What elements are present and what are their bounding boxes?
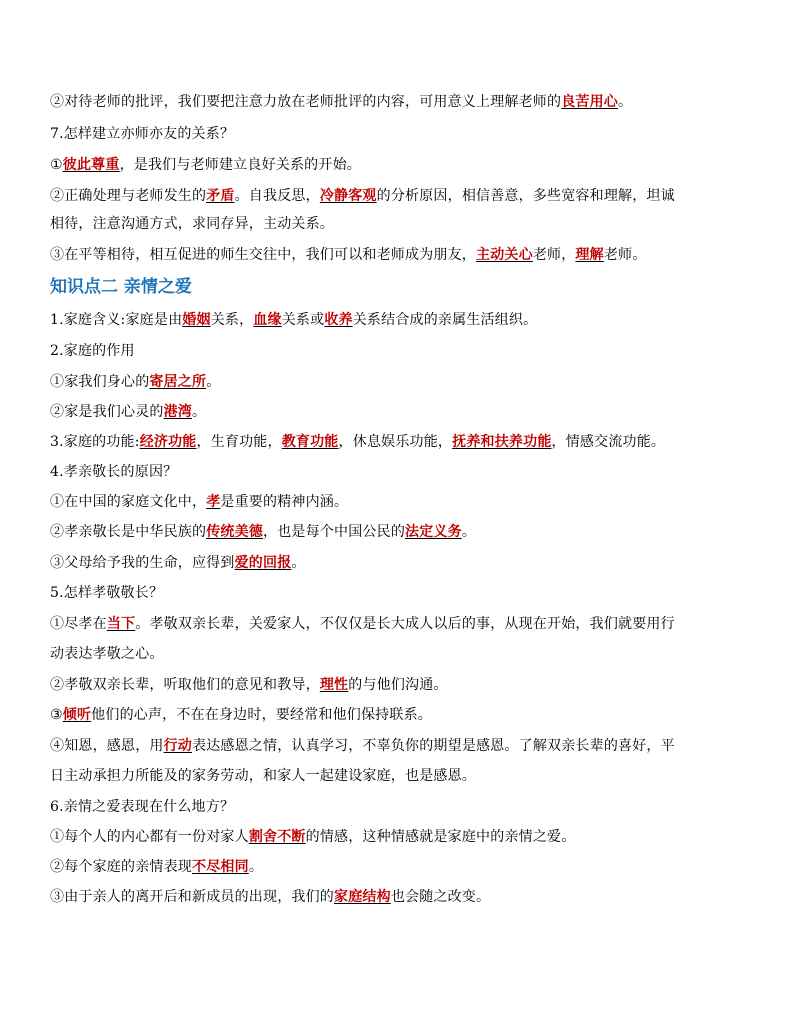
question-heading — [50, 583, 750, 603]
keyword-highlight: 寄居之所 — [149, 374, 207, 390]
text-line — [50, 186, 750, 206]
text-span: 5.怎样孝敬敬长？ — [50, 585, 164, 601]
text-line — [50, 372, 750, 392]
text-span: ①尽孝在 — [50, 616, 107, 632]
text-span: 7.怎样建立亦师亦友的关系？ — [50, 126, 235, 142]
text-span: 动表达孝敬之心。 — [50, 646, 164, 662]
text-line — [50, 614, 750, 634]
text-span: ①在中国的家庭文化中， — [50, 494, 207, 510]
text-span: 老师， — [532, 247, 576, 263]
text-span: ①每个人的内心都有一份对家人 — [50, 829, 249, 845]
text-line — [50, 92, 750, 112]
text-span: 相待，注意沟通方式，求同存异，主动关系。 — [50, 216, 334, 232]
keyword-highlight: 主动关心 — [476, 247, 533, 263]
text-span: ③由于亲人的离开后和新成员的出现，我们的 — [50, 889, 334, 905]
keyword-highlight: 经济功能 — [139, 434, 197, 450]
keyword-highlight: 倾听 — [62, 707, 92, 723]
text-span: 的分析原因，相信善意，多些宽容和理解，坦诚 — [376, 188, 675, 204]
keyword-highlight: 婚姻 — [182, 312, 211, 328]
keyword-highlight: 理解 — [575, 247, 604, 263]
text-line — [50, 736, 750, 756]
text-span: 日主动承担力所能及的家务劳动，和家人一起建设家庭，也是感恩。 — [50, 768, 476, 784]
text-line — [50, 522, 750, 542]
keyword-highlight: 不尽相同 — [192, 859, 249, 875]
text-span: ②孝敬双亲长辈，听取他们的意见和教导， — [50, 677, 320, 693]
text-span: ，情感交流功能。 — [551, 434, 666, 450]
text-span: 关系或 — [281, 312, 325, 328]
text-line — [50, 827, 750, 847]
text-span: 6.亲情之爱表现在什么地方？ — [50, 799, 235, 815]
text-span: ，也是每个中国公民的 — [263, 524, 406, 540]
text-line — [50, 245, 750, 265]
text-span: 。孝敬双亲长辈，关爱家人，不仅仅是长大成人以后的事，从现在开始，我们就要用行 — [135, 616, 675, 632]
text-span: ②孝亲敬长是中华民族的 — [50, 524, 207, 540]
text-line — [50, 705, 750, 725]
text-span: 关系结合成的亲属生活组织。 — [352, 312, 538, 328]
text-span: 3.家庭的功能: — [50, 434, 140, 450]
keyword-highlight: 传统美德 — [206, 524, 264, 540]
text-line — [50, 553, 750, 573]
keyword-highlight: 彼此尊重 — [62, 157, 120, 173]
text-span: ④知恩，感恩，用 — [50, 738, 164, 754]
keyword-highlight: 教育功能 — [281, 434, 339, 450]
text-span: ②对待老师的批评，我们要把注意力放在老师批评的内容，可用意义上理解老师的 — [50, 94, 562, 110]
text-span: ③ — [50, 707, 63, 723]
text-span: ，生育功能， — [196, 434, 282, 450]
text-span: ③在平等相待，相互促进的师生交往中，我们可以和老师成为朋友， — [50, 247, 476, 263]
text-span: ②正确处理与老师发生的 — [50, 188, 207, 204]
text-span: ①家我们身心的 — [50, 374, 150, 390]
text-span: 。 — [461, 524, 477, 540]
text-span: 1.家庭含义:家庭是由 — [50, 312, 183, 328]
text-span: 2.家庭的作用 — [50, 343, 135, 359]
text-span: 。自我反思， — [234, 188, 320, 204]
text-line — [50, 644, 750, 664]
text-span: 是重要的精神内涵。 — [220, 494, 349, 510]
text-line — [50, 214, 750, 234]
text-span: ②每个家庭的亲情表现 — [50, 859, 192, 875]
keyword-highlight: 当下 — [106, 616, 136, 632]
text-span: 。 — [206, 374, 221, 390]
keyword-highlight: 港湾 — [163, 404, 193, 420]
keyword-highlight: 收养 — [324, 312, 353, 328]
keyword-highlight: 孝 — [206, 494, 221, 510]
section-heading: 知识点二 亲情之爱 — [50, 277, 192, 297]
text-line — [50, 155, 750, 175]
text-span: 的情感，这种情感就是家庭中的亲情之爱。 — [305, 829, 576, 845]
text-span: ②家是我们心灵的 — [50, 404, 164, 420]
text-span: 关系， — [210, 312, 254, 328]
text-span: 。 — [291, 555, 306, 571]
text-span: 4.孝亲敬长的原因？ — [50, 464, 178, 480]
text-span: 。 — [192, 404, 207, 420]
keyword-highlight: 理性 — [319, 677, 349, 693]
text-span: 。 — [618, 94, 633, 110]
keyword-highlight: 冷静客观 — [319, 188, 377, 204]
text-span: 老师。 — [603, 247, 647, 263]
text-span: 。 — [248, 859, 264, 875]
text-line — [50, 887, 750, 907]
text-line — [50, 857, 750, 877]
text-span: 也会随之改变。 — [390, 889, 491, 905]
text-span: ，是我们与老师建立良好关系的开始。 — [119, 157, 361, 173]
question-heading — [50, 124, 750, 144]
keyword-highlight: 矛盾 — [206, 188, 235, 204]
text-line — [50, 310, 750, 330]
text-span: 的与他们沟通。 — [348, 677, 448, 693]
text-span: 他们的心声，不在在身边时，要经常和他们保持联系。 — [91, 707, 432, 723]
keyword-highlight: 法定义务 — [405, 524, 462, 540]
keyword-highlight: 抚养和扶养功能 — [452, 434, 552, 450]
keyword-highlight: 家庭结构 — [334, 889, 391, 905]
text-span: ③父母给予我的生命，应得到 — [50, 555, 235, 571]
text-line — [50, 492, 750, 512]
text-line — [50, 432, 750, 452]
keyword-highlight: 割舍不断 — [248, 829, 306, 845]
keyword-highlight: 血缘 — [253, 312, 282, 328]
text-line — [50, 402, 750, 422]
text-span: 表达感恩之情，认真学习，不辜负你的期望是感恩。了解双亲长辈的喜好，平 — [192, 738, 675, 754]
text-span: ① — [50, 157, 63, 173]
keyword-highlight: 行动 — [163, 738, 193, 754]
keyword-highlight: 良苦用心 — [561, 94, 619, 110]
text-line — [50, 766, 750, 786]
question-heading — [50, 797, 750, 817]
question-heading — [50, 462, 750, 482]
text-span: ，休息娱乐功能， — [338, 434, 453, 450]
keyword-highlight: 爱的回报 — [234, 555, 292, 571]
question-heading — [50, 341, 750, 361]
text-line — [50, 675, 750, 695]
